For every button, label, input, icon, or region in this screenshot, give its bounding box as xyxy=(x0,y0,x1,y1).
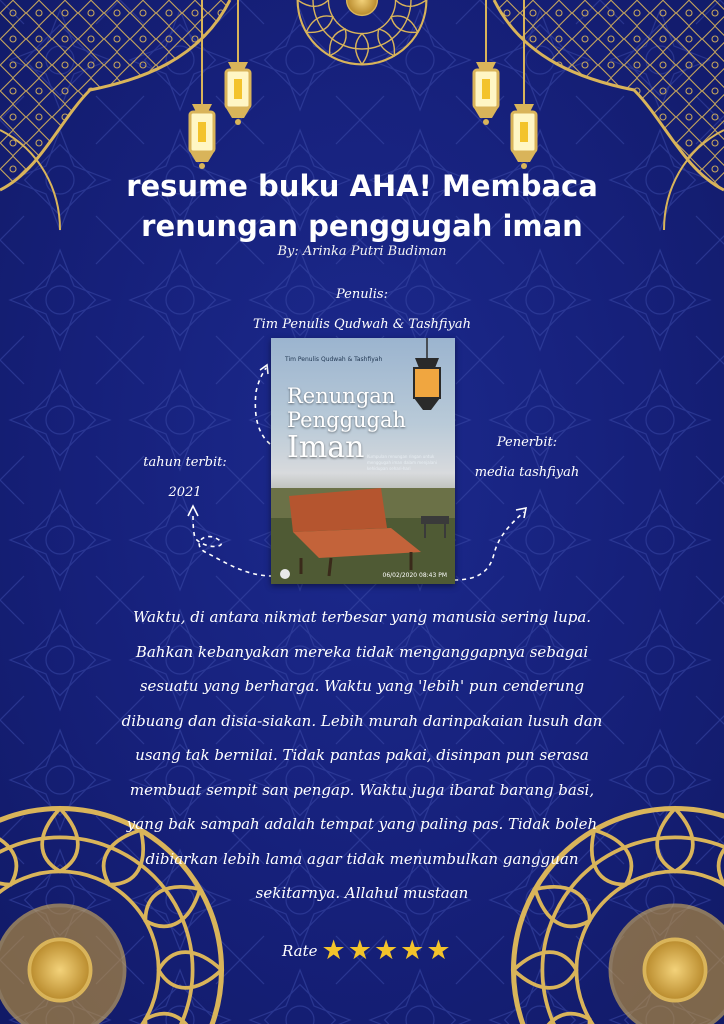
page-title xyxy=(0,166,724,246)
penulis-value: Tim Penulis Qudwah & Tashfiyah xyxy=(252,317,472,332)
byline: By: Arinka Putri Budiman xyxy=(277,244,447,259)
dashed-arrow-icon xyxy=(450,500,532,584)
hanging-lantern-icon xyxy=(506,0,542,172)
cover-title-line-3: Iman xyxy=(287,430,365,465)
rating xyxy=(282,936,451,966)
mandala-ornament-icon xyxy=(262,0,462,70)
title-line-2: renungan penggugah iman xyxy=(141,209,583,243)
cover-title xyxy=(287,384,406,464)
cover-title-line-2: Penggugah xyxy=(287,408,407,432)
hanging-lantern-icon xyxy=(221,0,255,128)
tahun-value: 2021 xyxy=(168,485,202,500)
rate-label: Rate xyxy=(282,942,318,960)
star-icon: ★ xyxy=(400,935,425,966)
hanging-lantern-icon xyxy=(184,0,220,172)
penerbit-value: media tashfiyah xyxy=(474,465,580,480)
star-icon: ★ xyxy=(426,935,451,966)
tahun-terbit-label xyxy=(130,448,240,508)
cover-title-line-1: Renungan xyxy=(287,384,396,408)
penulis-label xyxy=(200,280,524,340)
book-cover-image xyxy=(271,338,455,584)
penerbit-heading: Penerbit: xyxy=(496,435,558,450)
star-icon: ★ xyxy=(347,935,372,966)
hanging-lantern-icon xyxy=(469,0,503,130)
star-icon: ★ xyxy=(321,935,346,966)
dashed-arrow-icon xyxy=(185,500,277,582)
resume-paragraph: Waktu, di antara nikmat terbesar yang manusia sering lupa. Bahkan kebanyakan mereka tidak menganggapnya sebagai sesuatu yang berharga. Waktu yang 'lebih' pun cenderung dibuang dan disia-siakan. Lebih murah darinpakaian lusuh dan usang tak bernilai. Tidak pantas pakai, disinpan pun serasa membuat sempit san pengap. Waktu juga ibarat barang basi, yang bak sampah adalah tempat yang paling pas. Tidak boleh dibiarkan lebih lama agar tidak menumbulkan gangguan sekitarnya. Allahul mustaan xyxy=(121,608,603,902)
tahun-heading: tahun terbit: xyxy=(143,455,227,470)
penerbit-label xyxy=(462,428,592,488)
title-line-1: resume buku AHA! Membaca xyxy=(126,169,598,203)
rating-stars xyxy=(320,936,451,966)
cover-blurb: Kumpulan renungan ringan untuk menggugah iman dalam menjalani kehidupan sehari-hari xyxy=(367,454,437,471)
cover-date-stamp: 06/02/2020 08:43 PM xyxy=(382,572,447,579)
penulis-heading: Penulis: xyxy=(336,287,388,302)
star-icon: ★ xyxy=(373,935,399,966)
cover-authors: Tim Penulis Qudwah & Tashfiyah xyxy=(285,356,383,363)
